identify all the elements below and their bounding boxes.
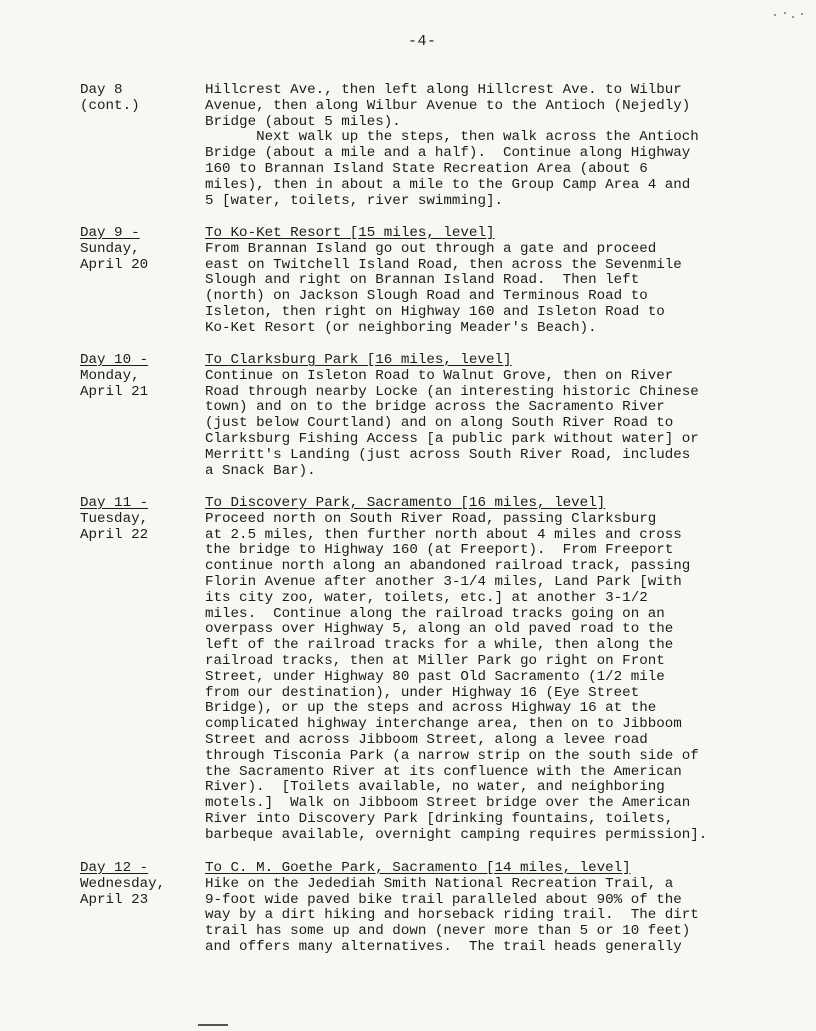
body-line: a Snack Bar).	[205, 462, 316, 479]
body-line: Road through nearby Locke (an interesting historic Chinese	[205, 383, 699, 400]
body-line: (north) on Jackson Slough Road and Terminous Road to	[205, 288, 648, 305]
body-line: way by a dirt hiking and horseback riding trail. The dirt	[205, 907, 699, 924]
day-number: Day 9 -	[80, 225, 140, 241]
day-weekday: Sunday,	[80, 240, 140, 257]
body-line: Avenue, then along Wilbur Avenue to the Antioch (Nejedly)	[205, 97, 691, 114]
body-line: through Tisconia Park (a narrow strip on the south side of	[205, 747, 699, 764]
day-weekday: Monday,	[80, 367, 140, 384]
day-date: April 21	[80, 383, 149, 400]
body-line: Proceed north on South River Road, passing Clarksburg	[205, 510, 657, 527]
body-line: left of the railroad tracks for a while, then along the	[205, 637, 674, 654]
entry-heading: To C. M. Goethe Park, Sacramento [14 miles, level]	[205, 860, 631, 876]
body-line: 5 [water, toilets, river swimming].	[205, 192, 503, 209]
body-line: Clarksburg Fishing Access [a public park without water] or	[205, 430, 699, 447]
body-line: Next walk up the steps, then walk across the Antioch	[205, 129, 699, 146]
body-line: miles. Continue along the railroad tracks going on an	[205, 605, 665, 622]
body-line: 160 to Brannan Island State Recreation Area (about 6	[205, 160, 648, 177]
day-date: April 23	[80, 891, 149, 908]
body-line: from our destination), under Highway 16 (Eye Street	[205, 684, 640, 701]
day-number: Day 10 -	[80, 352, 149, 368]
day-label	[80, 861, 200, 908]
page-edge-mark	[198, 1024, 228, 1026]
body-line: Isleton, then right on Highway 160 and Isleton Road to	[205, 303, 665, 320]
day-date: April 20	[80, 256, 149, 273]
day-date: April 22	[80, 526, 149, 543]
entry-body	[205, 496, 785, 844]
body-line: Bridge (about a mile and a half). Continue along Highway	[205, 145, 691, 162]
body-line: Hike on the Jedediah Smith National Recreation Trail, a	[205, 875, 674, 892]
body-line: the Sacramento River at its confluence with the American	[205, 763, 682, 780]
body-line: Merritt's Landing (just across South River Road, includes	[205, 446, 691, 463]
day-weekday: Wednesday,	[80, 875, 166, 892]
day-number: Day 11 -	[80, 495, 149, 511]
body-line: overpass over Highway 5, along an old paved road to the	[205, 621, 674, 638]
body-line: motels.] Walk on Jibboom Street bridge over the American	[205, 795, 691, 812]
body-line: Florin Avenue after another 3-1/4 miles, Land Park [with	[205, 573, 682, 590]
body-line: miles), then in about a mile to the Group Camp Area 4 and	[205, 176, 691, 193]
body-line: Bridge (about 5 miles).	[205, 113, 401, 130]
body-line: Hillcrest Ave., then left along Hillcrest Ave. to Wilbur	[205, 82, 682, 98]
body-line: at 2.5 miles, then further north about 4 miles and cross	[205, 526, 682, 543]
day-label	[80, 353, 200, 400]
body-line: Street, under Highway 80 past Old Sacramento (1/2 mile	[205, 668, 665, 685]
body-line: Ko-Ket Resort (or neighboring Meader's Beach).	[205, 319, 597, 336]
entry-body	[205, 226, 785, 337]
body-line: railroad tracks, then at Miller Park go right on Front	[205, 652, 665, 669]
body-line: town) and on to the bridge across the Sacramento River	[205, 399, 665, 416]
body-line: east on Twitchell Island Road, then across the Sevenmile	[205, 256, 682, 273]
entry-body	[205, 83, 785, 209]
day-number: Day 8	[80, 82, 123, 98]
page-number: -4-	[408, 33, 437, 50]
entry-heading: To Ko-Ket Resort [15 miles, level]	[205, 225, 495, 241]
day-label	[80, 226, 200, 273]
body-line: River). [Toilets available, no water, and neighboring	[205, 779, 665, 796]
day-label	[80, 83, 200, 115]
entry-heading: To Discovery Park, Sacramento [16 miles, level]	[205, 495, 606, 511]
day-label	[80, 496, 200, 543]
entry-body	[205, 353, 785, 479]
body-line: 9-foot wide paved bike trail paralleled about 90% of the	[205, 891, 682, 908]
body-line: and offers many alternatives. The trail heads generally	[205, 938, 682, 955]
body-line: trail has some up and down (never more than 5 or 10 feet)	[205, 923, 691, 940]
corner-specks	[770, 8, 810, 20]
body-line: From Brannan Island go out through a gate and proceed	[205, 240, 657, 257]
body-line: the bridge to Highway 160 (at Freeport). From Freeport	[205, 542, 674, 559]
body-line: its city zoo, water, toilets, etc.] at another 3-1/2	[205, 589, 648, 606]
day-weekday: Tuesday,	[80, 510, 149, 527]
day-number: Day 12 -	[80, 860, 149, 876]
body-line: River into Discovery Park [drinking fountains, toilets,	[205, 810, 674, 827]
body-line: Continue on Isleton Road to Walnut Grove, then on River	[205, 367, 674, 384]
body-line: Bridge), or up the steps and across Highway 16 at the	[205, 700, 657, 717]
body-line: barbeque available, overnight camping requires permission].	[205, 826, 708, 843]
body-line: continue north along an abandoned railroad track, passing	[205, 558, 691, 575]
body-line: Slough and right on Brannan Island Road. Then left	[205, 272, 640, 289]
entry-heading: To Clarksburg Park [16 miles, level]	[205, 352, 512, 368]
body-line: (just below Courtland) and on along South River Road to	[205, 415, 674, 432]
day-note: (cont.)	[80, 97, 140, 114]
body-line: Street and across Jibboom Street, along a levee road	[205, 731, 648, 748]
entry-body	[205, 861, 785, 956]
body-line: complicated highway interchange area, then on to Jibboom	[205, 716, 682, 733]
